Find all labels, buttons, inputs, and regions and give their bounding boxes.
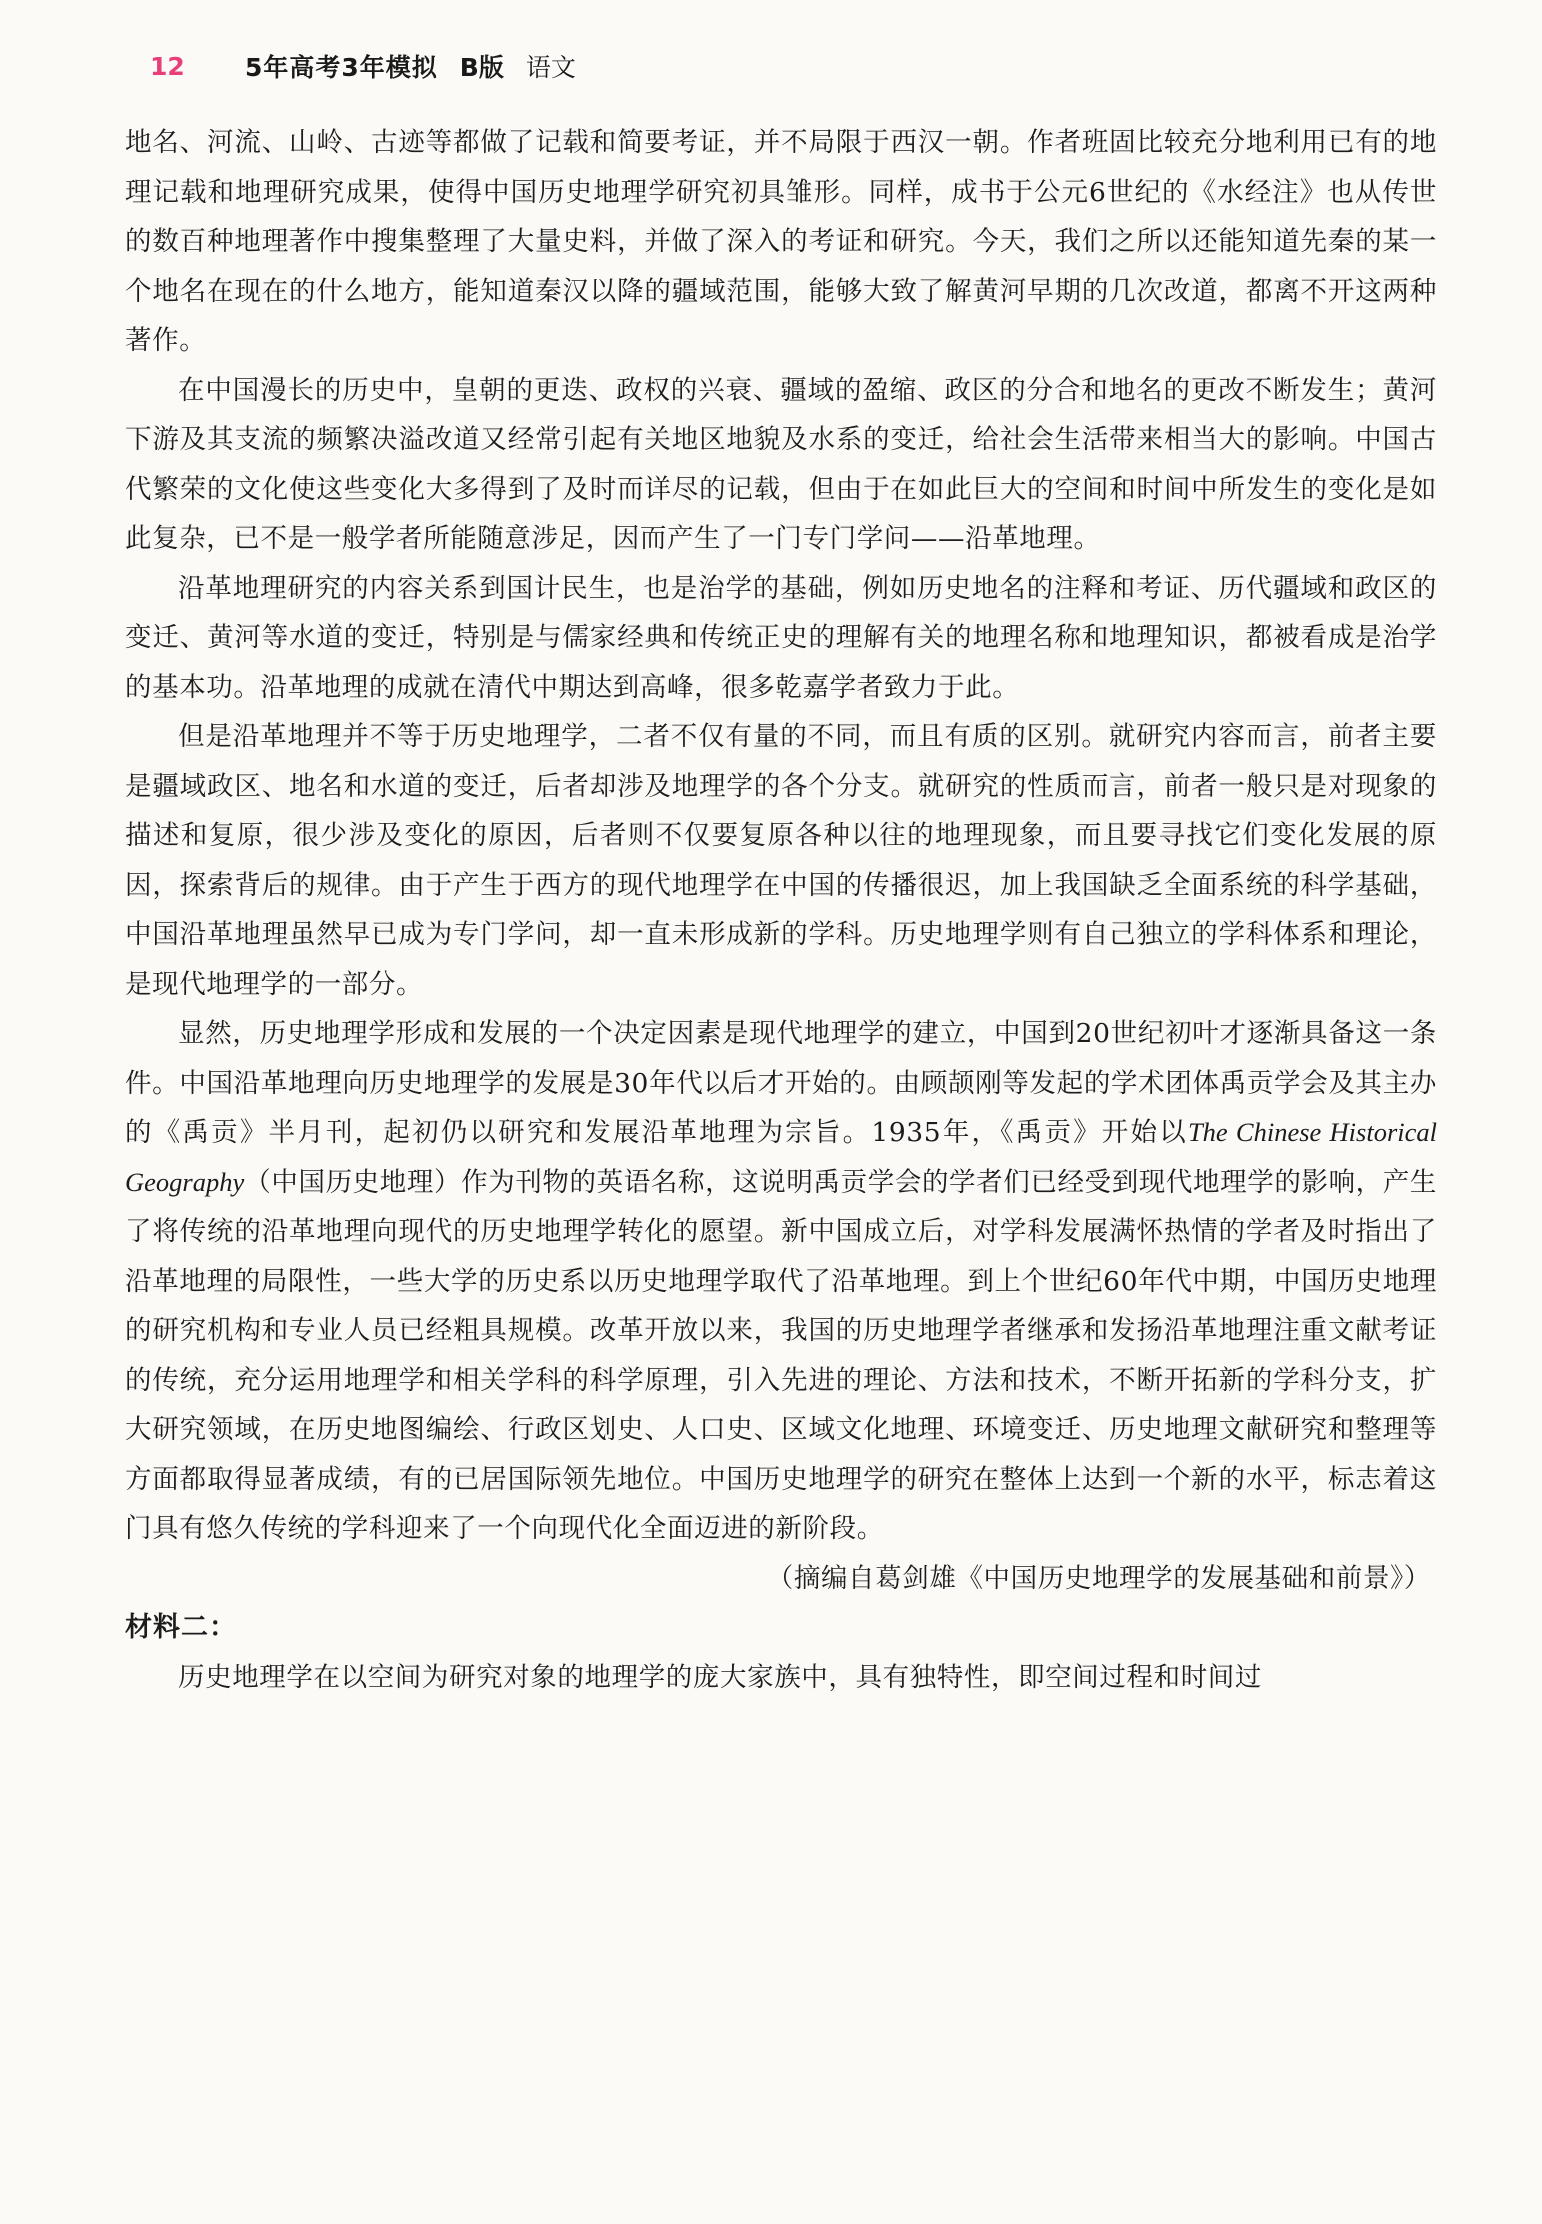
paragraph-5 [125,1009,1437,1554]
paragraph-5-part-1: 显然，历史地理学形成和发展的一个决定因素是现代地理学的建立，中国到20世纪初叶才逐渐具备这一条件。中国沿革地理向历史地理学的发展是30年代以后才开始的。由顾颉刚等发起的学术团体禹贡学会及其主办的《禹贡》半月刊，起初仍以研究和发展沿革地理为宗旨。1935年，《禹贡》开始以 [125,1018,1437,1148]
paragraph-1: 地名、河流、山岭、古迹等都做了记载和简要考证，并不局限于西汉一朝。作者班固比较充分地利用已有的地理记载和地理研究成果，使得中国历史地理学研究初具雏形。同样，成书于公元6世纪的《水经注》也从传世的数百种地理著作中搜集整理了大量史料，并做了深入的考证和研究。今天，我们之所以还能知道先秦的某一个地名在现在的什么地方，能知道秦汉以降的疆域范围，能够大致了解黄河早期的几次改道，都离不开这两种著作。 [125,127,1437,356]
edition-label: B版 [459,53,504,82]
page-number: 12 [150,51,185,81]
paragraph-3: 沿革地理研究的内容关系到国计民生，也是治学的基础，例如历史地名的注释和考证、历代疆域和政区的变迁、黄河等水道的变迁，特别是与儒家经典和传统正史的理解有关的地理名称和地理知识，都被看成是治学的基本功。沿革地理的成就在清代中期达到高峰，很多乾嘉学者致力于此。 [125,572,1437,703]
english-journal-title: The Chinese Historical Geography [125,1117,1438,1197]
subject-label: 语文 [525,53,576,82]
article-body [125,118,1437,1702]
running-header [150,46,576,86]
paragraph-2: 在中国漫长的历史中，皇朝的更迭、政权的兴衰、疆域的盈缩、政区的分合和地名的更改不断发生；黄河下游及其支流的频繁决溢改道又经常引起有关地区地貌及水系的变迁，给社会生活带来相当大的影响。中国古代繁荣的文化使这些变化大多得到了及时而详尽的记载，但由于在如此巨大的空间和时间中所发生的变化是如此复杂，已不是一般学者所能随意涉足，因而产生了一门专门学问——沿革地理。 [125,374,1437,554]
paragraph-4: 但是沿革地理并不等于历史地理学，二者不仅有量的不同，而且有质的区别。就研究内容而言，前者主要是疆域政区、地名和水道的变迁，后者却涉及地理学的各个分支。就研究的性质而言，前者一般只是对现象的描述和复原，很少涉及变化的原因，后者则不仅要复原各种以往的地理现象，而且要寻找它们变化发展的原因，探索背后的规律。由于产生于西方的现代地理学在中国的传播很迟，加上我国缺乏全面系统的科学基础，中国沿革地理虽然早已成为专门学问，却一直未形成新的学科。历史地理学则有自己独立的学科体系和理论，是现代地理学的一部分。 [125,721,1437,1000]
paragraph-5-part-2: （中国历史地理）作为刊物的英语名称，这说明禹贡学会的学者们已经受到现代地理学的影响，产生了将传统的沿革地理向现代的历史地理学转化的愿望。新中国成立后，对学科发展满怀热情的学者及时指出了沿革地理的局限性，一些大学的历史系以历史地理学取代了沿革地理。到上个世纪60年代中期，中国历史地理的研究机构和专业人员已经粗具规模。改革开放以来，我国的历史地理学者继承和发扬沿革地理注重文献考证的传统，充分运用地理学和相关学科的科学原理，引入先进的理论、方法和技术，不断开拓新的学科分支，扩大研究领域，在历史地图编绘、行政区划史、人口史、区域文化地理、环境变迁、历史地理文献研究和整理等方面都取得显著成绩，有的已居国际领先地位。中国历史地理学的研究在整体上达到一个新的水平，标志着这门具有悠久传统的学科迎来了一个向现代化全面迈进的新阶段。 [125,1166,1437,1544]
book-title: 5年高考3年模拟 [245,53,438,82]
paragraph-6: 历史地理学在以空间为研究对象的地理学的庞大家族中，具有独特性，即空间过程和时间过 [178,1661,1262,1693]
source-citation: （摘编自葛剑雄《中国历史地理学的发展基础和前景》） [766,1562,1431,1594]
section-heading-material-2: 材料二： [125,1612,237,1643]
